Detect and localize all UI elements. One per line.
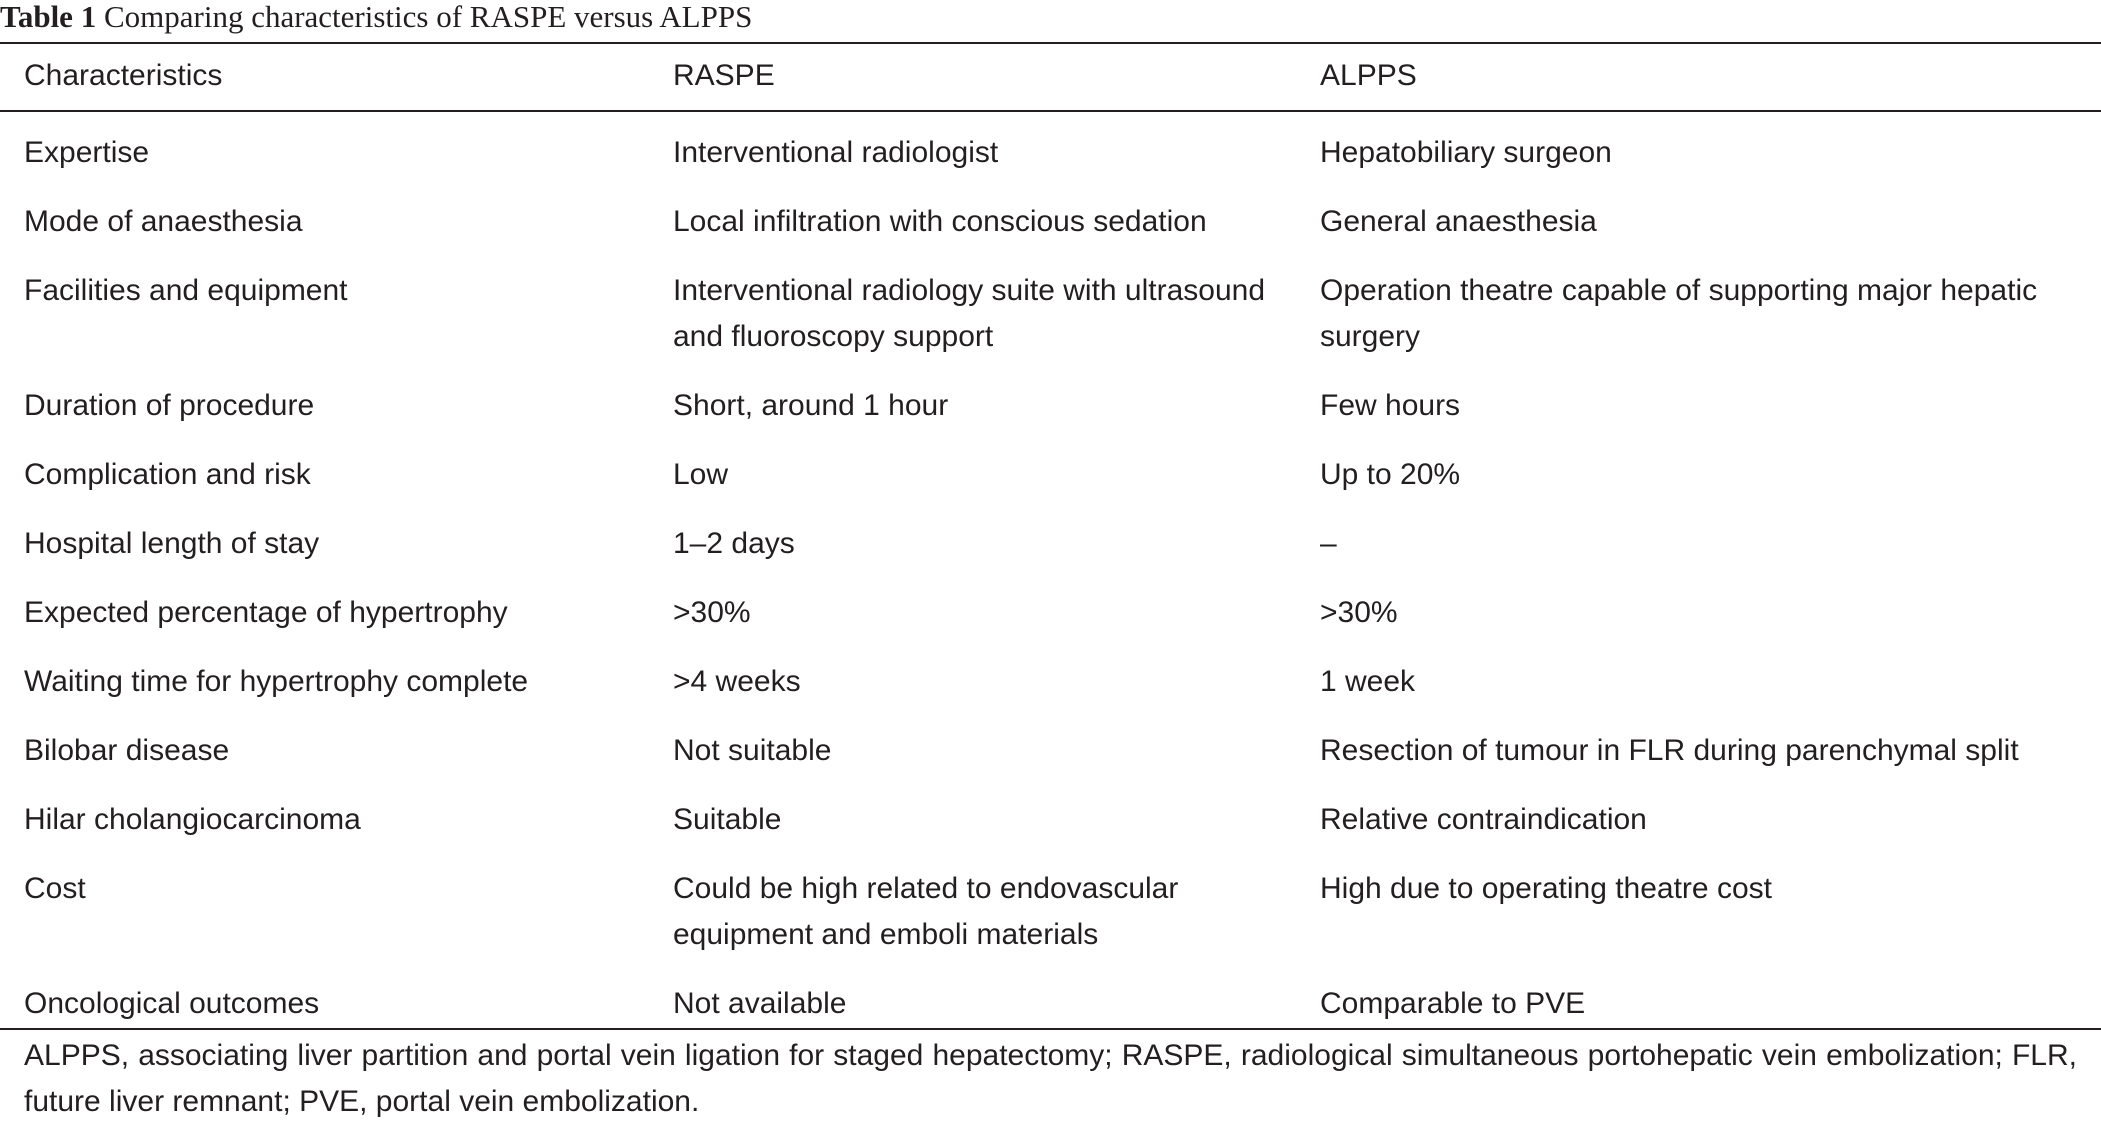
row-raspe-value: >4 weeks: [673, 665, 801, 698]
row-characteristic: Waiting time for hypertrophy complete: [24, 665, 529, 698]
row-raspe-value: Short, around 1 hour: [673, 389, 949, 422]
row-characteristic: Complication and risk: [24, 458, 311, 491]
header-characteristics: Characteristics: [24, 59, 223, 92]
row-raspe-value: Local infiltration with conscious sedation: [673, 205, 1207, 238]
row-characteristic: Duration of procedure: [24, 389, 315, 422]
row-alpps-value: Relative contraindication: [1320, 803, 1647, 836]
row-raspe-value: Could be high related to endovascular equipment and emboli materials: [673, 872, 1179, 951]
row-alpps-value: >30%: [1320, 596, 1398, 629]
table-row: [0, 199, 2101, 268]
table-row: [0, 383, 2101, 452]
table-caption-label: Table 1: [0, 0, 97, 34]
comparison-table: [0, 44, 2101, 1050]
row-raspe-value: Interventional radiologist: [673, 136, 999, 169]
row-raspe-value: Low: [673, 458, 729, 491]
row-characteristic: Bilobar disease: [24, 734, 230, 767]
table-row: [0, 728, 2101, 797]
row-alpps-value: Up to 20%: [1320, 458, 1461, 491]
header-raspe: RASPE: [673, 59, 775, 92]
table-row: [0, 797, 2101, 866]
table-caption: [0, 0, 752, 40]
table-row: [0, 119, 2101, 199]
row-characteristic: Oncological outcomes: [24, 987, 320, 1020]
row-characteristic: Facilities and equipment: [24, 274, 348, 307]
table-footnote: ALPPS, associating liver partition and portal vein ligation for staged hepatectomy; RASPE, radiological simultaneous portohepatic vein embolization; FLR, future liver remnant; PVE, portal vein embolization.: [24, 1039, 2077, 1118]
row-raspe-value: Not available: [673, 987, 847, 1020]
row-raspe-value: Not suitable: [673, 734, 832, 767]
row-alpps-value: Operation theatre capable of supporting major hepatic surgery: [1320, 274, 2038, 353]
table-header-row: [0, 44, 2101, 119]
row-alpps-value: Hepatobiliary surgeon: [1320, 136, 1612, 169]
row-raspe-value: 1–2 days: [673, 527, 795, 560]
row-alpps-value: General anaesthesia: [1320, 205, 1597, 238]
row-alpps-value: Comparable to PVE: [1320, 987, 1586, 1020]
row-alpps-value: Few hours: [1320, 389, 1461, 422]
row-alpps-value: 1 week: [1320, 665, 1416, 698]
row-characteristic: Mode of anaesthesia: [24, 205, 303, 238]
row-characteristic: Expertise: [24, 136, 150, 169]
table-caption-title: Comparing characteristics of RASPE versus ALPPS: [103, 0, 753, 34]
table-row: [0, 866, 2101, 981]
row-characteristic: Expected percentage of hypertrophy: [24, 596, 508, 629]
table-row: [0, 452, 2101, 521]
table-row: [0, 590, 2101, 659]
row-characteristic: Hospital length of stay: [24, 527, 320, 560]
row-alpps-value: High due to operating theatre cost: [1320, 872, 1772, 905]
row-raspe-value: >30%: [673, 596, 751, 629]
table-row: [0, 268, 2101, 383]
row-alpps-value: Resection of tumour in FLR during parenchymal split: [1320, 734, 2019, 767]
row-alpps-value: –: [1320, 527, 1337, 560]
header-alpps: ALPPS: [1320, 59, 1417, 92]
row-raspe-value: Suitable: [673, 803, 782, 836]
table-row: [0, 521, 2101, 590]
row-characteristic: Hilar cholangiocarcinoma: [24, 803, 361, 836]
row-raspe-value: Interventional radiology suite with ultrasound and fluoroscopy support: [673, 274, 1266, 353]
row-characteristic: Cost: [24, 872, 86, 905]
table-row: [0, 659, 2101, 728]
